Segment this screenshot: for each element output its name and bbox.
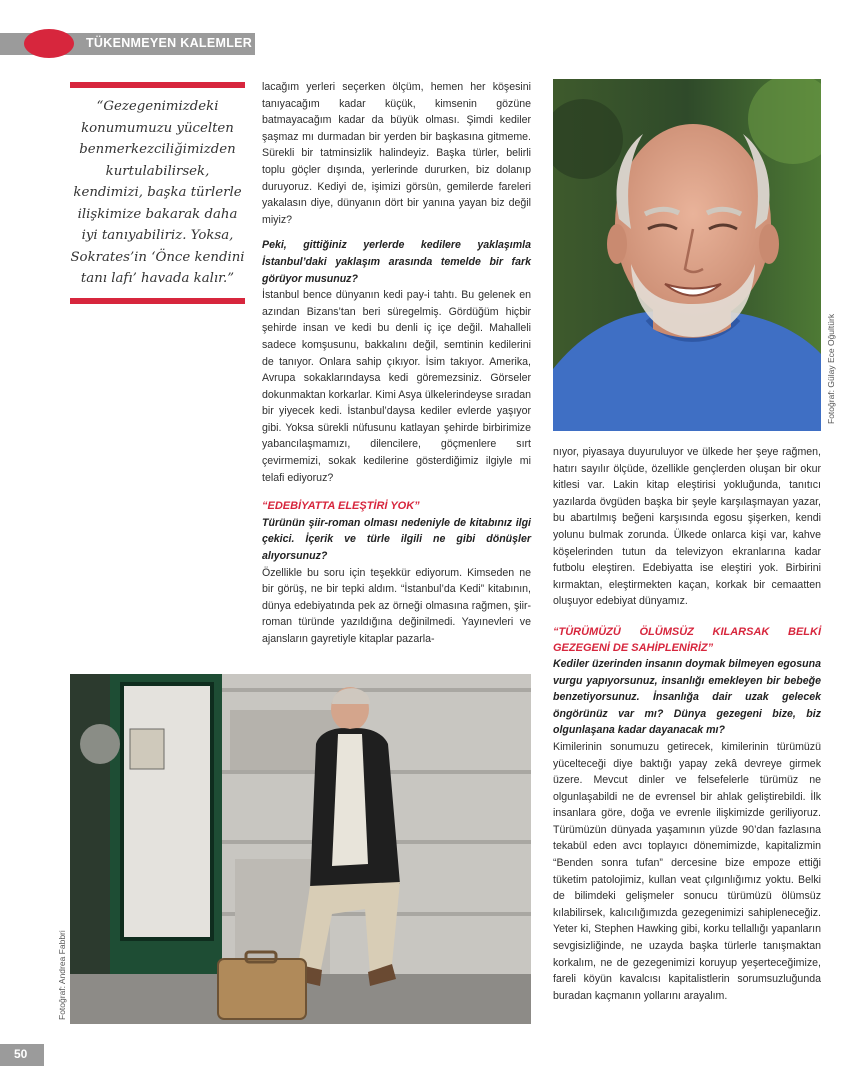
interview-question: Türünün şiir-roman olması nedeniyle de kitabınız ilgi çekici. İçerik ve türle ilgili ne gibi dönüşler alıyorsunuz?: [262, 516, 531, 563]
paragraph: İstanbul bence dünyanın kedi pay-i tahtı. Bu gelenek en azından Bizans’tan beri süregelmiş. Gördüğüm hiçbir şehirde insan ve kedi bu denli iç içe değil. Mahalleli sadece komşusunu, bakkalını değil, semtinin kedilerini de tanıyor. Onlara sahip çıkıyor. İsim takıyor. Amerika, Avrupa sokaklarındaysa kedi göremezsiniz. Görseler dokunmaktan korkarlar. Kimi Asya ülkelerindeyse sıradan bir yiyecek kedi. İstanbul’daysa kediler evlerde yaşıyor gibi. Yoksa sürekli nüfusunu katlayan şehirde birbirimize yabancılaşmamızı, dilencilere, göçmenlere sırt çevirmemizi, sokak kedilerine gösterdiğimiz ilgiyle mi telafi ediyoruz?: [262, 289, 531, 484]
pull-quote: “Gezegenimizdeki konumumuzu yücelten benmerkezciliğimizden kurtulabilirsek, kendimizi, başka türlerle ilişkimize bakarak daha iyi tanıyabiliriz. Yoksa, Sokrates’in ‘Önce kendini tanı lafı’ havada kalır.”: [70, 99, 245, 286]
article-column-right: [553, 444, 821, 1004]
paragraph: Özellikle bu soru için teşekkür ediyorum. Kimseden ne bir görüş, ne bir tepki aldım. “İstanbul’da Kedi” kitabının, dünya edebiyatında pek az örneği olmasına rağmen, şiir-roman türünde yazıldığına değinilmedi. Yayınevleri ve ajansların gayretiyle kitaplar pazarla-: [262, 566, 531, 645]
paragraph: lacağım yerleri seçerken ölçüm, hemen her köşesini tanıyacağım kadar küçük, kimsenin gözüne batmayacağım kadar da büyük olması. Şimdi kediler şaşmaz mı durmadan bir yerden bir başkasına gitmeme. Sürekli bir tatminsizlik halindeyiz. Başka türler, belirli toplu göçler dışında, yerlerinde dururken, biz dolanıp duruyoruz. Kediyi de, işimizi görsün, gemilerde fareleri yakalasın diye, dünyanın dört bir yanına yayan biz değil miyiz?: [262, 81, 531, 226]
subheading: “EDEBİYATTA ELEŞTİRİ YOK”: [262, 500, 420, 513]
pull-quote-bottom-rule: [70, 298, 245, 304]
section-title: TÜKENMEYEN KALEMLER: [86, 36, 253, 50]
portrait-photo: [553, 79, 821, 431]
street-photo: [70, 674, 531, 1024]
paragraph: Kimilerinin sonumuzu getirecek, kimilerinin türümüzü yücelteceği diye baktığı yapay zekâ devreye girmek üzere. Mevcut dinler ve felsefelerle türümüz ne olgunlaşabildi ne de evrensel bir ahlak geliştirebildi. İlk insanlara göre, doğa ve evrenle ilişkimizde geriliyoruz. Türümüzün dünyada yaşamının yüzde 90’dan fazlasına tekabül eden avcı toplayıcı dönemimizde, kapitalizmin “Benden sonra tufan” dercesine bize empoze ettiği tüketim patolojimiz, kullan veat çılgınlığımız yoktu. Belki de bilimdeki gelişmeler sonucu türümüzü ölümsüz kılabilirsek, kalıcılığımızda gezegenimizi sahipleneceğiz. Yeter ki, Stephen Hawking gibi, korku tellallığı yapanların sevgisizliğinde, ne uzayda başka türlerle tanışmaktan korkalım, ne de gezegenimizi koruyup yeşerteceğimize, fareli köyün kavalcısı kapitalistlerin sorumsuzluğunda buradan kaçmanın yollarını arayalım.: [553, 740, 821, 1002]
page-number: 50: [14, 1047, 28, 1061]
section-header-dot: [24, 29, 74, 58]
interview-question: Peki, gittiğiniz yerlerde kedilere yaklaşımla İstanbul’daki yaklaşım arasında temelde bir fark görüyor musunuz?: [262, 239, 531, 285]
photo-credit: Fotoğraf: Andrea Fabbri: [57, 930, 67, 1020]
interview-question: Kediler üzerinden insanın doymak bilmeyen egosuna vurgu yapıyorsunuz, insanlığı emekleyen bir bebeğe benzetiyorsunuz. İnsanlığa dair uzak gelecek öngörünüz var mı? Dünya gezegeni bize, biz olgunlaşana kadar dayanacak mı?: [553, 657, 821, 737]
pull-quote-top-rule: [70, 82, 245, 88]
paragraph: nıyor, piyasaya duyuruluyor ve ülkede her şeye rağmen, hatırı sayılır ölçüde, özellikle gençlerden oluşan bir okur kitlesi var. Lakin kitap eleştirisi yokluğunda, tanıtıcı yazılarda övgüden başka bir şeyle karşılaşmayan yazar, bu abartılmış beğeni karşısında egosu şişerken, kendi yolunu bulmak zorunda. Ülkede onlarca kişi var, kahve köşelerinden tutun da televizyon ekranlarına kadar futbolu eleştiren. Edebiyatta ise eleştiri yok. Birbirini kırmaktan, eleştirmekten kaçan, korkak bir cemaatten oluşuyor edebiyat dünyamız.: [553, 446, 821, 608]
article-column-middle: [262, 79, 531, 648]
subheading: “TÜRÜMÜZÜ ÖLÜMSÜZ KILARSAK BELKİ GEZEGENİ DE SAHİPLENİRİZ”: [553, 625, 821, 654]
photo-credit: Fotoğraf: Gülay Ece Oğultürk: [826, 313, 836, 424]
